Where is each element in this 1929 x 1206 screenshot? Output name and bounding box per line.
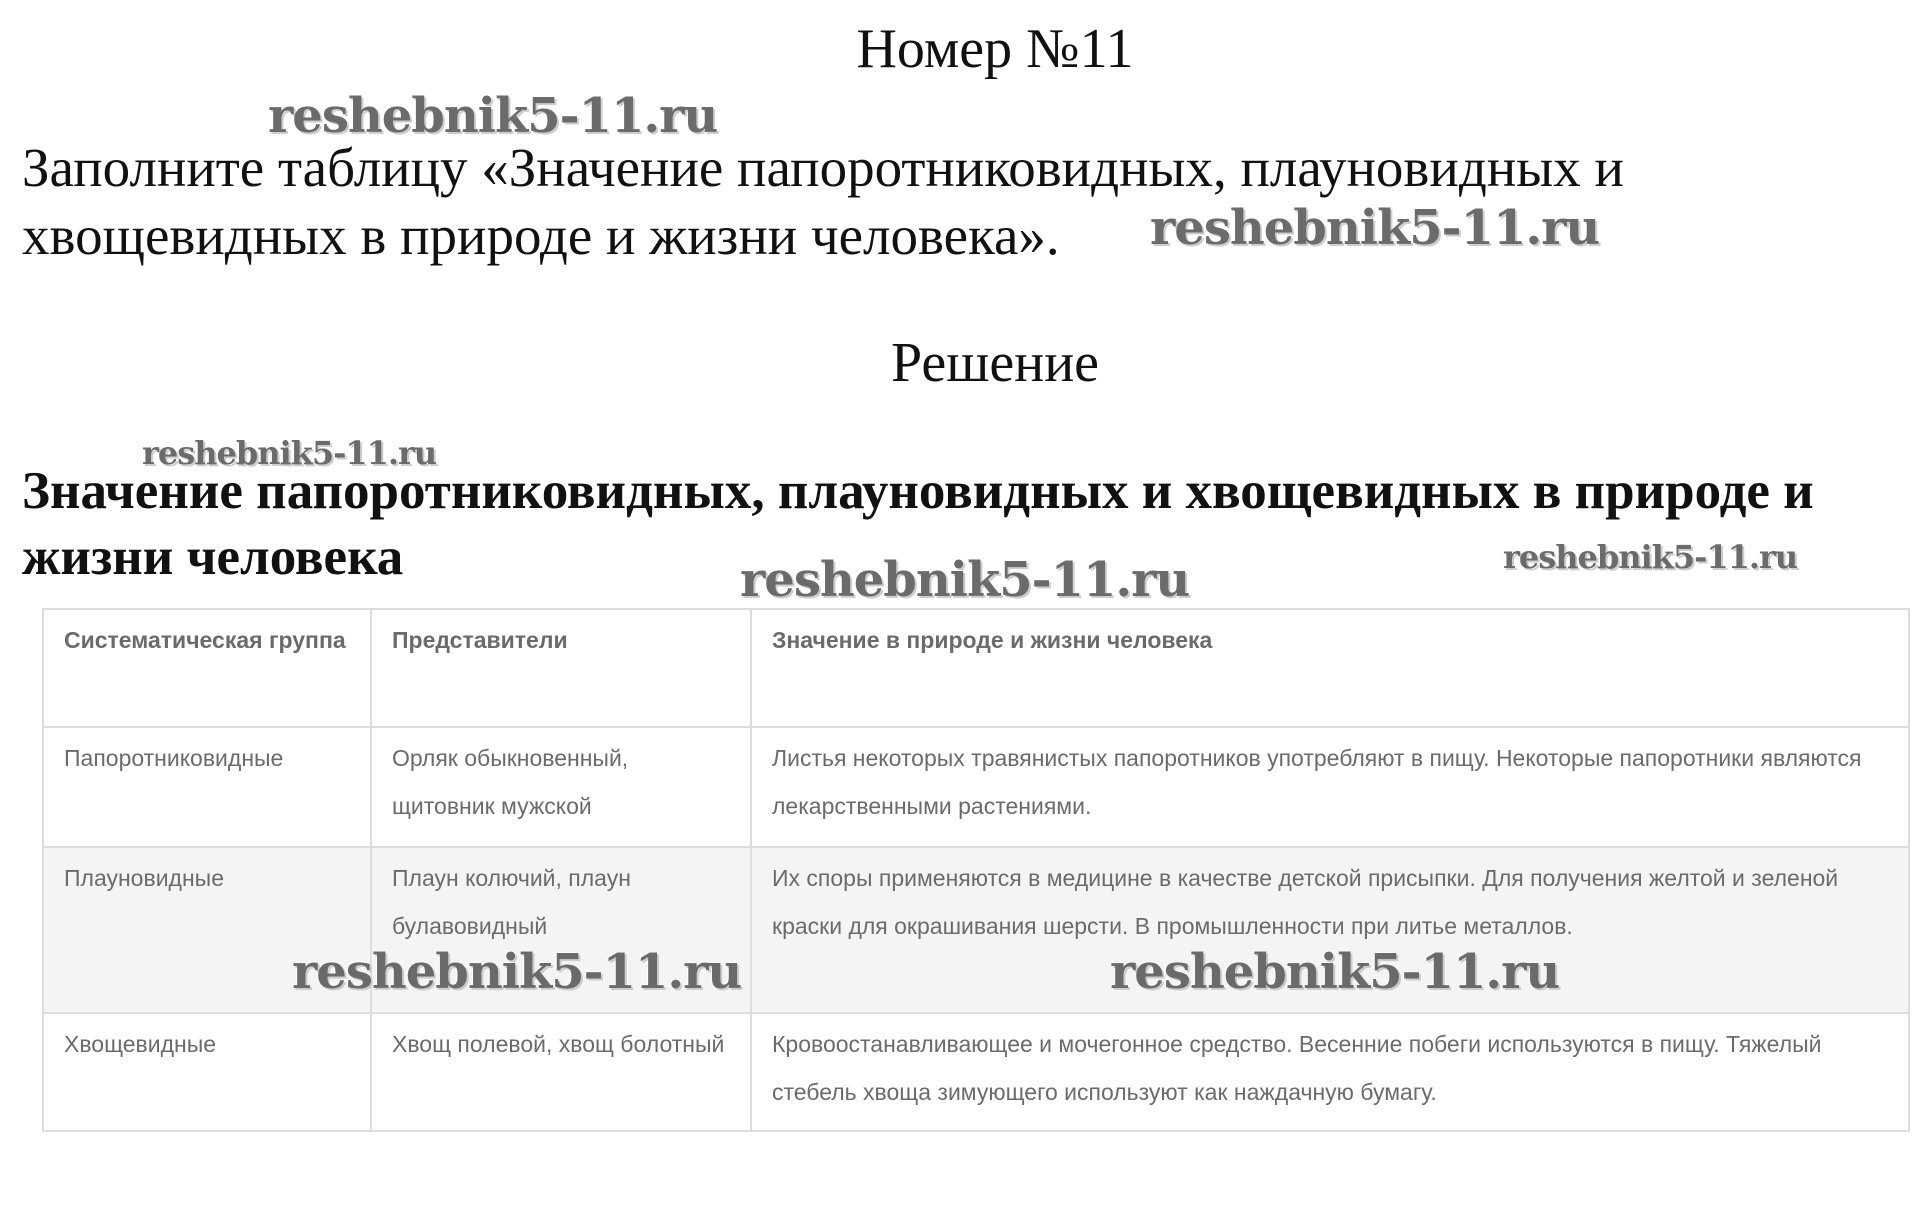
cell-group: Плауновидные bbox=[43, 847, 371, 1013]
table-header-row bbox=[43, 609, 1909, 727]
watermark: reshebnik5-11.ru bbox=[740, 552, 1190, 608]
header-significance: Значение в природе и жизни человека bbox=[751, 609, 1909, 727]
watermark: reshebnik5-11.ru bbox=[268, 88, 718, 144]
table-row bbox=[43, 1013, 1909, 1131]
watermark: reshebnik5-11.ru bbox=[1110, 944, 1560, 1000]
watermark: reshebnik5-11.ru bbox=[292, 944, 742, 1000]
watermark: reshebnik5-11.ru bbox=[1150, 200, 1600, 256]
solution-heading: Решение bbox=[890, 332, 1100, 394]
cell-significance: Их споры применяются в медицине в качестве детской присыпки. Для получения желтой и зеленой краски для окрашивания шерсти. В промышленности при литье металлов. bbox=[751, 847, 1909, 1013]
cell-representatives: Плаун колючий, плаун булавовидный bbox=[371, 847, 751, 1013]
cell-group: Папоротниковидные bbox=[43, 727, 371, 847]
header-representatives: Представители bbox=[371, 609, 751, 727]
watermark: reshebnik5-11.ru bbox=[142, 434, 437, 472]
watermark: reshebnik5-11.ru bbox=[1503, 538, 1798, 576]
answer-table bbox=[42, 608, 1910, 1132]
page-title: Номер №11 bbox=[856, 18, 1134, 80]
cell-group: Хвощевидные bbox=[43, 1013, 371, 1131]
task-text: Заполните таблицу «Значение папоротниковидных, плауновидных и хвощевидных в природе и жизни человека». bbox=[22, 137, 1624, 266]
table-title: Значение папоротниковидных, плауновидных и хвощевидных в природе и жизни человека bbox=[22, 462, 1814, 586]
cell-representatives: Орляк обыкновенный, щитовник мужской bbox=[371, 727, 751, 847]
cell-representatives: Хвощ полевой, хвощ болотный bbox=[371, 1013, 751, 1131]
header-group: Систематическая группа bbox=[43, 609, 371, 727]
cell-significance: Листья некоторых травянистых папоротников употребляют в пищу. Некоторые папоротники являются лекарственными растениями. bbox=[751, 727, 1909, 847]
table-row bbox=[43, 727, 1909, 847]
cell-significance: Кровоостанавливающее и мочегонное средство. Весенние побеги используются в пищу. Тяжелый стебель хвоща зимующего используют как наждачную бумагу. bbox=[751, 1013, 1909, 1131]
